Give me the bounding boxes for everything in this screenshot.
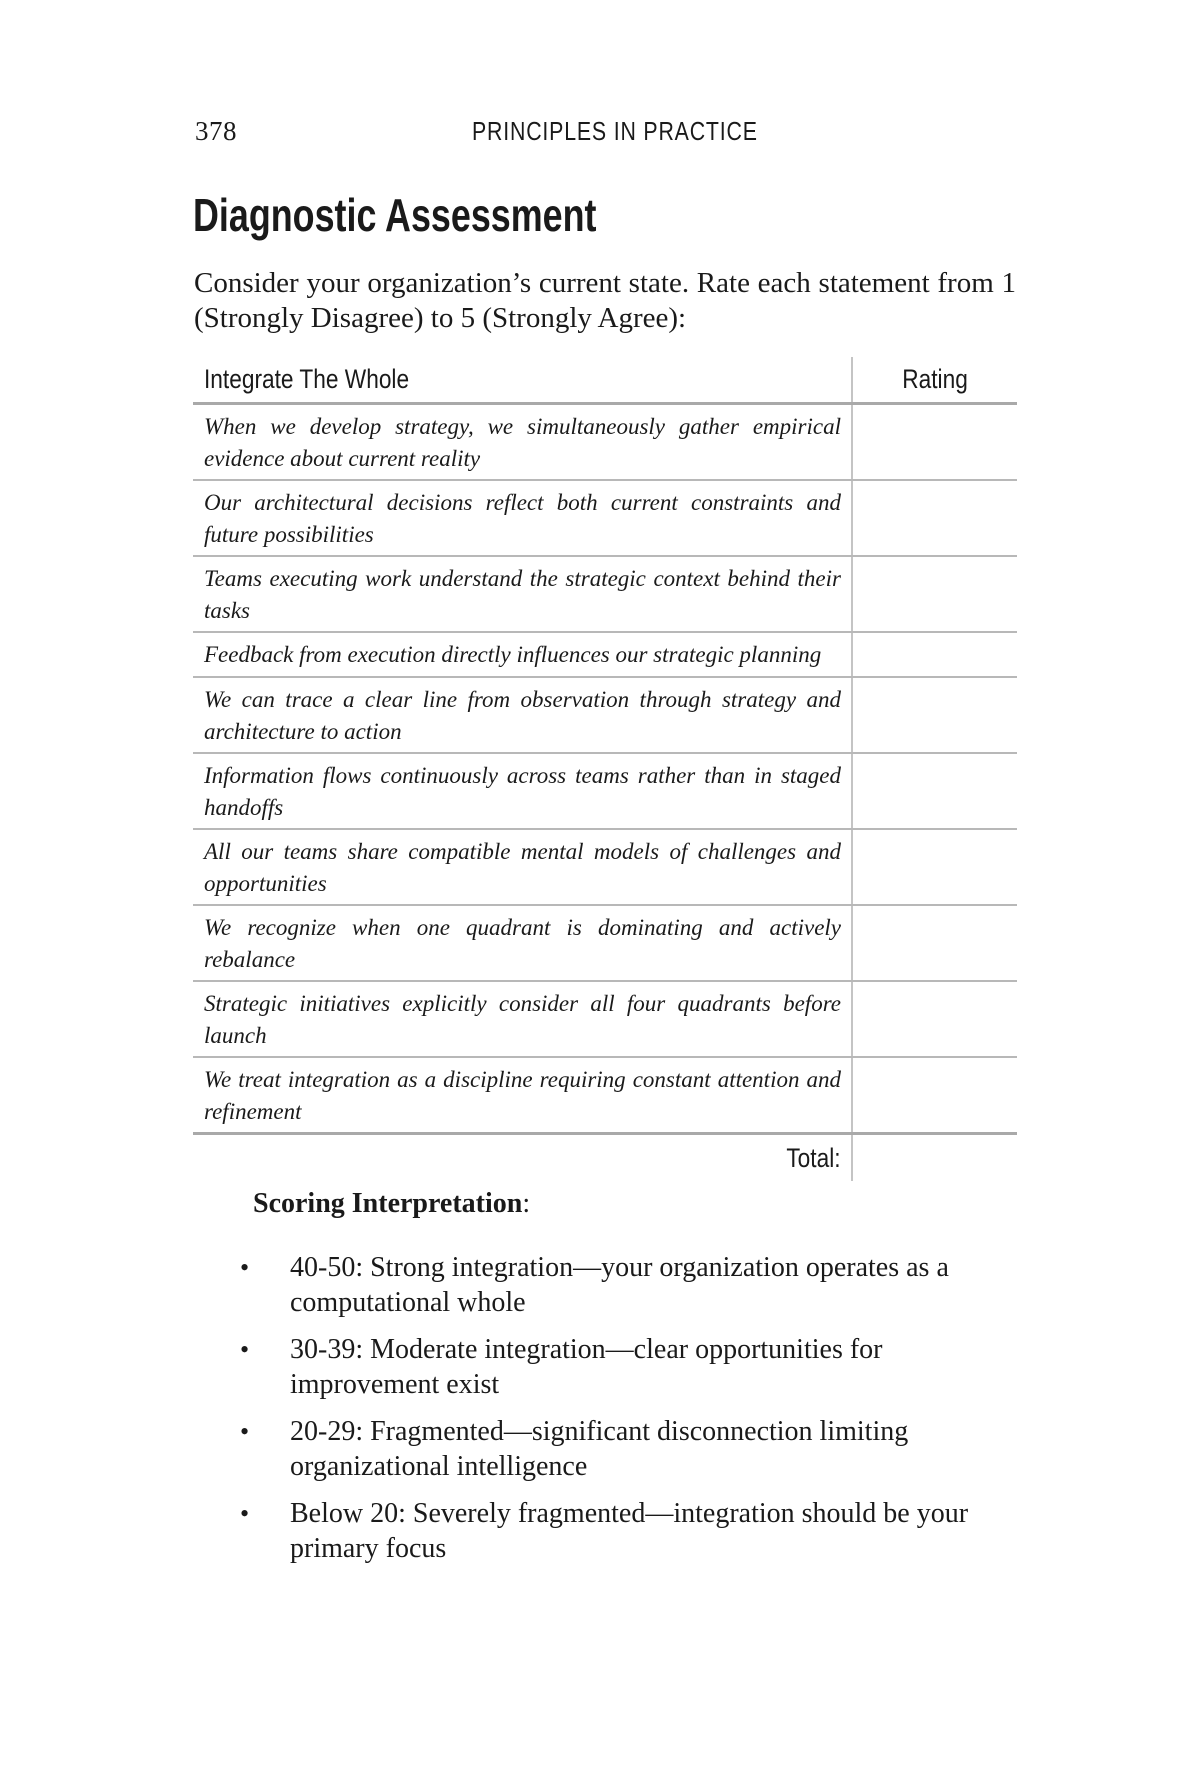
table-row: [193, 753, 1017, 829]
rating-cell[interactable]: [852, 981, 1017, 1057]
statement-cell: All our teams share compatible mental models of challenges and opportunities: [193, 829, 852, 905]
rating-cell[interactable]: [852, 480, 1017, 556]
rating-cell[interactable]: [852, 1057, 1017, 1134]
statement-cell: We recognize when one quadrant is dominating and actively rebalance: [193, 905, 852, 981]
rating-column-header: [852, 357, 1017, 404]
total-label-cell: [193, 1134, 852, 1182]
rating-cell[interactable]: [852, 632, 1017, 677]
rating-cell[interactable]: [852, 905, 1017, 981]
table-row: [193, 632, 1017, 677]
scoring-item-text: 40-50: Strong integration—your organization operates as a computational whole: [290, 1252, 949, 1318]
rating-cell[interactable]: [852, 677, 1017, 753]
list-item: [240, 1332, 1020, 1402]
scoring-heading-colon: :: [522, 1188, 531, 1219]
table-row: [193, 556, 1017, 632]
scoring-item-text: Below 20: Severely fragmented—integration should be your primary focus: [290, 1498, 969, 1564]
list-item: [240, 1414, 1020, 1484]
statement-cell: Feedback from execution directly influences our strategic planning: [193, 632, 852, 677]
bullet-icon: •: [240, 1335, 250, 1364]
rating-cell[interactable]: [852, 556, 1017, 632]
table-row: [193, 404, 1017, 481]
statement-cell: Strategic initiatives explicitly consider all four quadrants before launch: [193, 981, 852, 1057]
bullet-icon: •: [240, 1417, 250, 1446]
assessment-table: [193, 357, 1017, 1181]
statement-cell: Information flows continuously across teams rather than in staged handoffs: [193, 753, 852, 829]
table-row: [193, 905, 1017, 981]
table-row: [193, 981, 1017, 1057]
table-row: [193, 829, 1017, 905]
table-row: [193, 677, 1017, 753]
running-head: PRINCIPLES IN PRACTICE: [472, 116, 758, 146]
scoring-heading: [253, 1188, 530, 1220]
statement-cell: When we develop strategy, we simultaneously gather empirical evidence about current reality: [193, 404, 852, 481]
statement-cell: Our architectural decisions reflect both current constraints and future possibilities: [193, 480, 852, 556]
statement-cell: We treat integration as a discipline requiring constant attention and refinement: [193, 1057, 852, 1134]
page-number: 378: [195, 116, 237, 146]
statement-column-header-label: Integrate The Whole: [204, 364, 410, 394]
scoring-list: [240, 1250, 1020, 1578]
statement-column-header: [193, 357, 852, 404]
total-row: [193, 1134, 1017, 1182]
total-label: Total:: [786, 1142, 841, 1173]
table-header-row: [193, 357, 1017, 404]
scoring-heading-text: Scoring Interpretation: [253, 1188, 523, 1219]
list-item: [240, 1250, 1020, 1320]
statement-cell: We can trace a clear line from observation through strategy and architecture to action: [193, 677, 852, 753]
scoring-item-text: 20-29: Fragmented—significant disconnection limiting organizational intelligence: [290, 1416, 909, 1482]
total-input-cell[interactable]: [852, 1134, 1017, 1182]
statement-cell: Teams executing work understand the strategic context behind their tasks: [193, 556, 852, 632]
rating-column-header-label: Rating: [902, 364, 968, 394]
rating-cell[interactable]: [852, 404, 1017, 481]
rating-cell[interactable]: [852, 753, 1017, 829]
list-item: [240, 1496, 1020, 1566]
table-row: [193, 480, 1017, 556]
table-row: [193, 1057, 1017, 1134]
rating-cell[interactable]: [852, 829, 1017, 905]
bullet-icon: •: [240, 1253, 250, 1282]
intro-paragraph: Consider your organization’s current state. Rate each statement from 1 (Strongly Disagree) to 5 (Strongly Agree):: [194, 267, 1016, 334]
scoring-item-text: 30-39: Moderate integration—clear opportunities for improvement exist: [290, 1334, 883, 1400]
section-title: Diagnostic Assessment: [193, 189, 597, 241]
bullet-icon: •: [240, 1499, 250, 1528]
